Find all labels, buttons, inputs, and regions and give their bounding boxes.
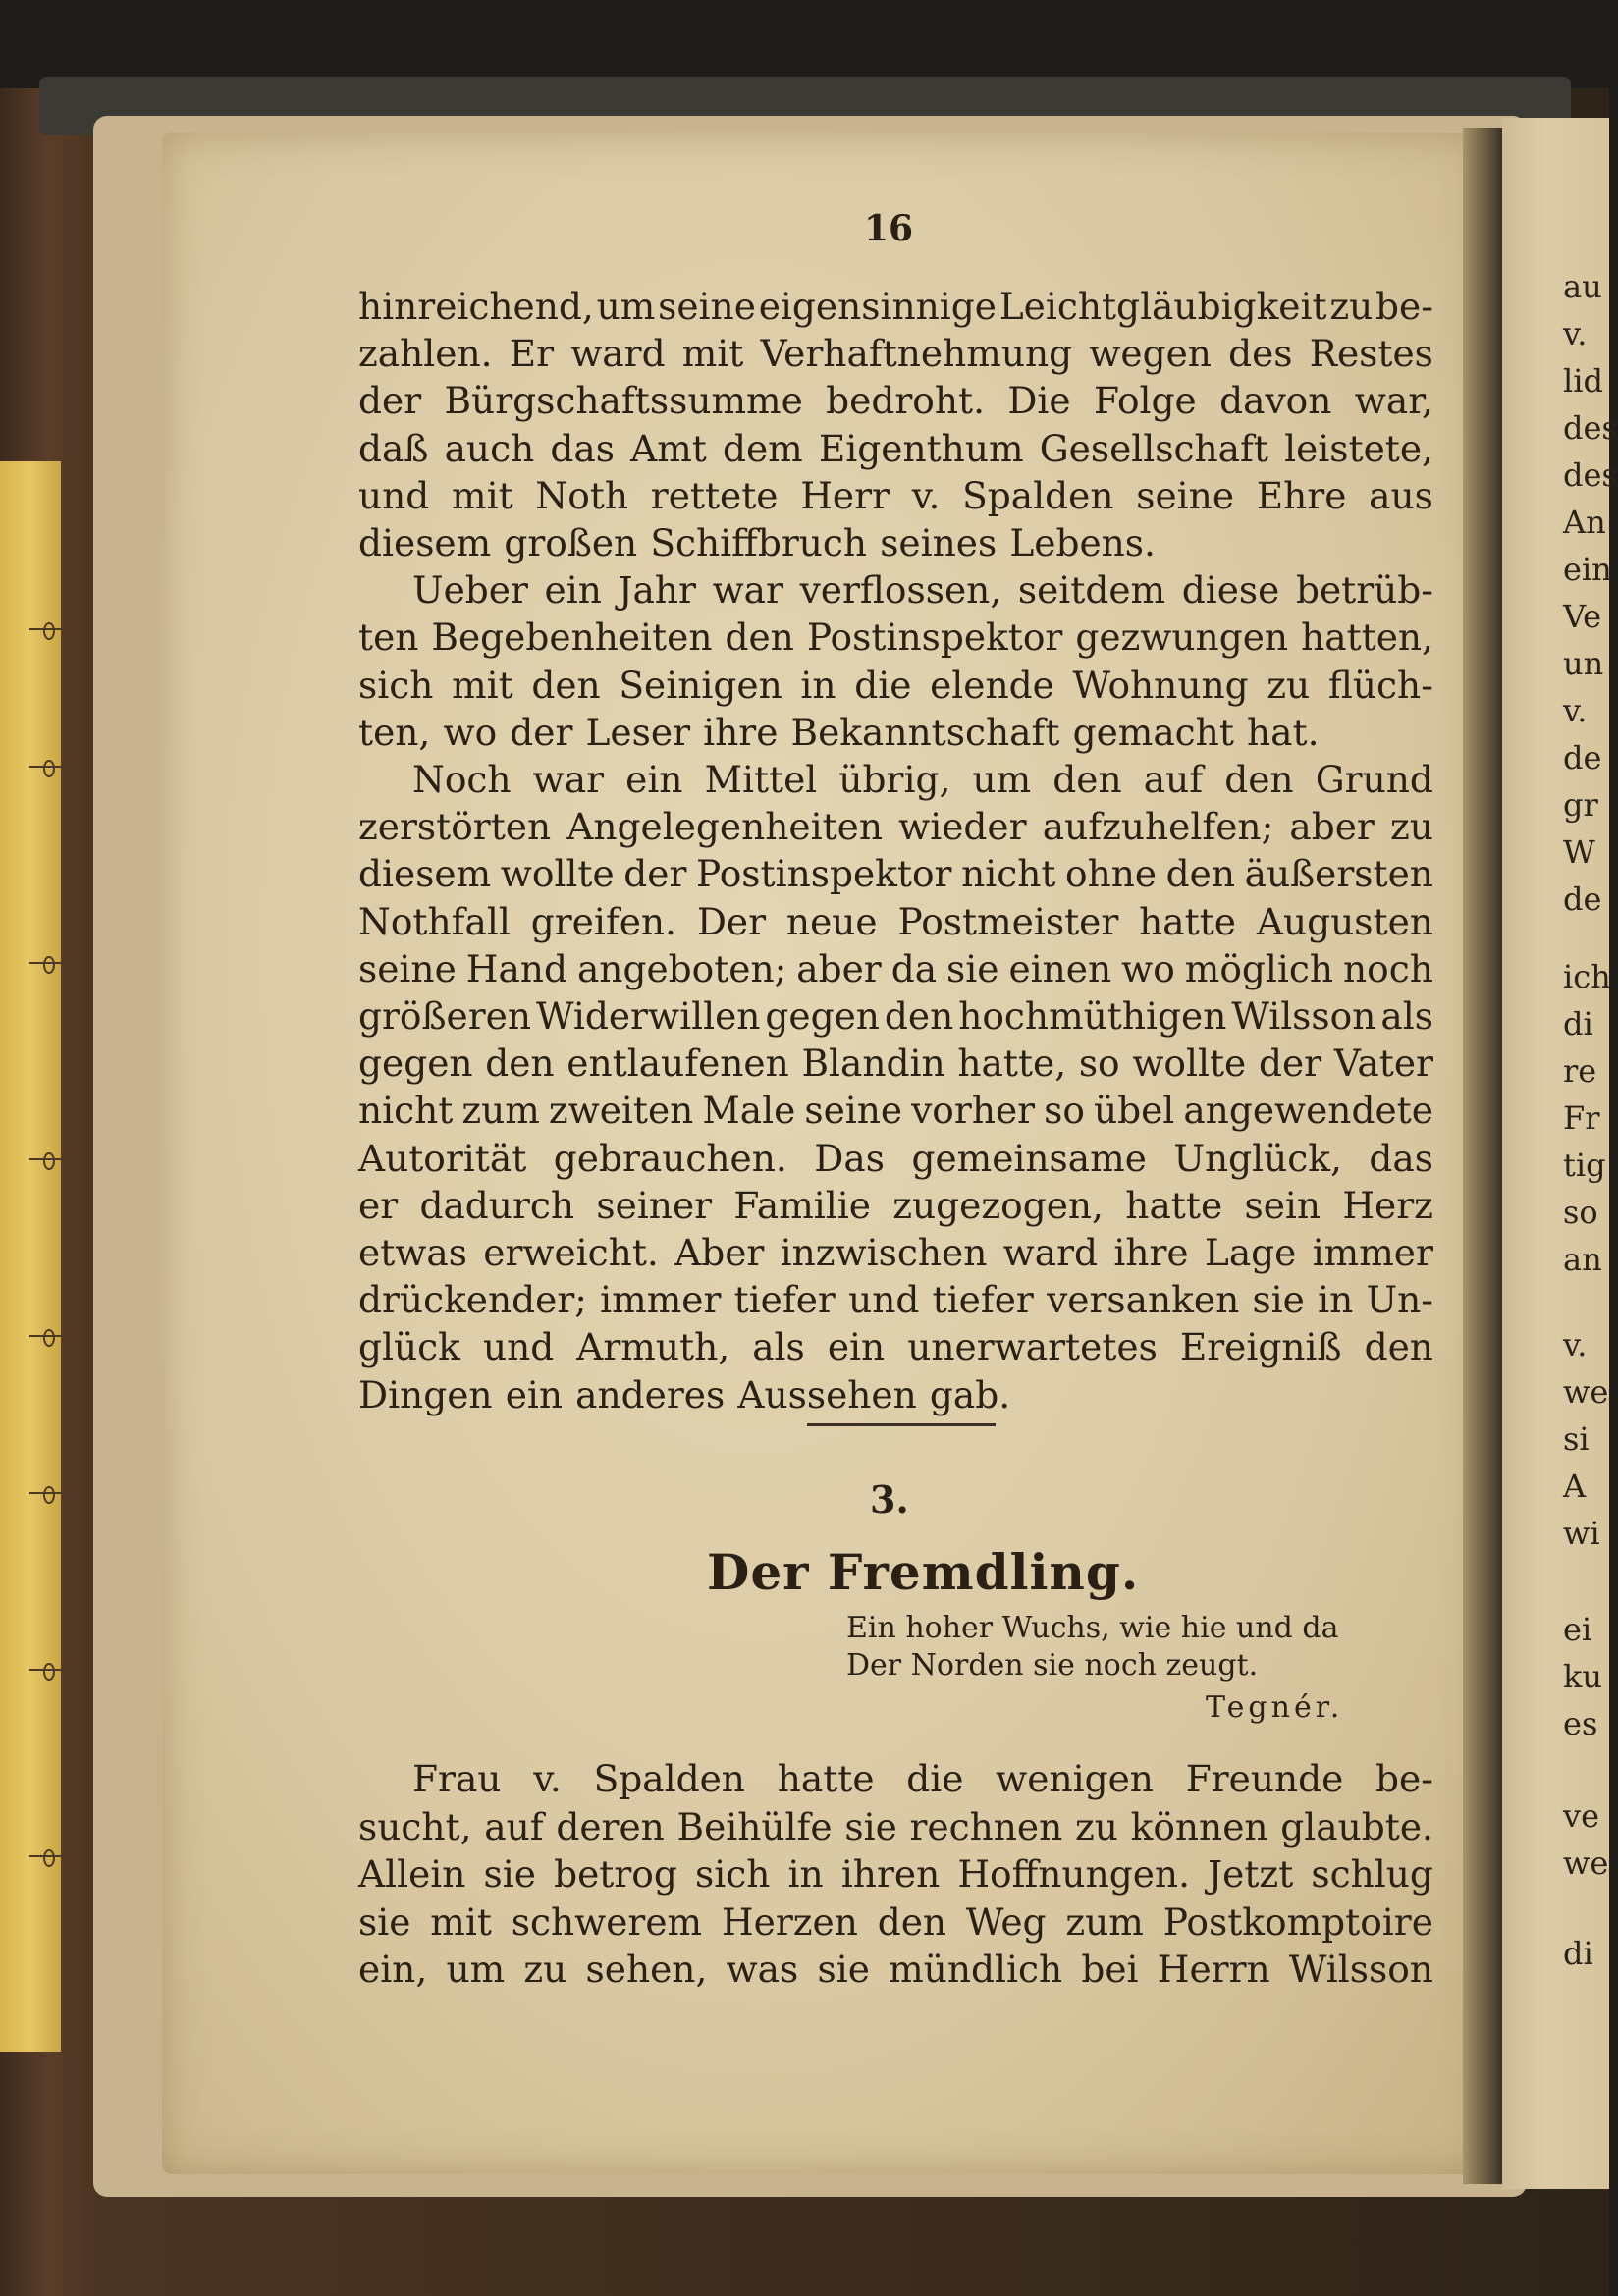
facing-page-fragment: v. — [1563, 315, 1588, 352]
text-line: Autorität gebrauchen. Das gemeinsame Unglück, das — [358, 1136, 1433, 1180]
text-line: diesem großen Schiffbruch seines Lebens. — [358, 521, 1156, 564]
facing-page-fragment: de — [1563, 881, 1602, 918]
facing-page-fragment: ve — [1563, 1797, 1600, 1835]
facing-page-fragment: we — [1563, 1373, 1609, 1411]
facing-page-fragment: au — [1563, 268, 1602, 305]
book-spine-edge — [0, 461, 61, 2052]
text-line: zahlen. Er ward mit Verhaftnehmung wegen des Restes — [358, 332, 1433, 376]
text-line: Frau v. Spalden hatte die wenigen Freunde be- — [412, 1757, 1433, 1800]
text-line: und mit Noth rettete Herr v. Spalden seine Ehre aus — [358, 473, 1433, 517]
chapter-title: Der Fremdling. — [707, 1543, 1140, 1601]
text-line: nicht zum zweiten Male seine vorher so übel angewendete — [358, 1089, 1433, 1133]
stitch-mark — [29, 1492, 65, 1494]
stitch-mark — [29, 1158, 65, 1160]
facing-page-fragment: un — [1563, 645, 1604, 682]
text-line: seine Hand angeboten; aber da sie einen wo möglich noch — [358, 946, 1433, 990]
stitch-mark — [29, 962, 65, 964]
facing-page-fragment: an — [1563, 1241, 1602, 1278]
text-line: sucht, auf deren Beihülfe sie rechnen zu können glaubte. — [358, 1804, 1433, 1848]
page-number: 16 — [864, 208, 914, 249]
text-line: Allein sie betrog sich in ihren Hoffnungen. Jetzt schlug — [358, 1852, 1433, 1896]
text-line: drückender; immer tiefer und tiefer versanken sie in Un- — [358, 1278, 1433, 1322]
facing-page-fragment: es — [1563, 1705, 1598, 1742]
facing-page-fragment: v. — [1563, 1326, 1588, 1363]
facing-page-fragment: re — [1563, 1052, 1597, 1090]
text-line: sie mit schwerem Herzen den Weg zum Postkomptoire — [358, 1899, 1433, 1944]
text-line: zerstörten Angelegenheiten wieder aufzuhelfen; aber zu — [358, 805, 1433, 849]
facing-page-fragment: di — [1563, 1005, 1593, 1042]
text-line: Ueber ein Jahr war verflossen, seitdem diese betrüb- — [412, 568, 1433, 613]
text-line: gegen den entlaufenen Blandin hatte, so wollte der Vater — [358, 1041, 1433, 1086]
facing-page-fragment: An — [1563, 504, 1606, 541]
facing-page-fragment: di — [1563, 1935, 1593, 1972]
facing-page-fragment: v. — [1563, 692, 1588, 729]
stitch-mark — [29, 1669, 65, 1671]
stitch-mark — [29, 766, 65, 768]
text-line: Dingen ein anderes Aussehen gab. — [358, 1372, 1011, 1416]
text-line: ten, wo der Leser ihre Bekanntschaft gemacht hat. — [358, 710, 1320, 754]
text-line: der Bürgschaftssumme bedroht. Die Folge davon war, — [358, 379, 1433, 423]
facing-page-fragment: ich — [1563, 958, 1611, 995]
epigraph-line: Der Norden sie noch zeugt. — [846, 1648, 1259, 1682]
facing-page-fragment: ei — [1563, 1611, 1592, 1648]
facing-page-fragment: ku — [1563, 1658, 1602, 1695]
text-line: etwas erweicht. Aber inzwischen ward ihre Lage immer — [358, 1231, 1433, 1274]
facing-page-fragment: gr — [1563, 786, 1598, 824]
facing-page-fragment: des — [1563, 409, 1618, 447]
facing-page-fragment: A — [1563, 1468, 1587, 1505]
page-gutter — [1463, 128, 1502, 2184]
facing-page-fragment: ein — [1563, 551, 1612, 588]
stitch-mark — [29, 1855, 65, 1857]
facing-page-fragment: so — [1563, 1194, 1598, 1231]
facing-page-fragment: Fr — [1563, 1099, 1600, 1137]
facing-page-fragment: tig — [1563, 1147, 1606, 1184]
epigraph-author: Tegnér. — [1206, 1690, 1344, 1725]
facing-page-fragment: des — [1563, 456, 1618, 494]
text-line: Noch war ein Mittel übrig, um den auf den Grund — [412, 758, 1433, 801]
stitch-mark — [29, 1335, 65, 1337]
text-line: diesem wollte der Postinspektor nicht ohne den äußersten — [358, 852, 1433, 896]
text-line: hinreichend, um seine eigensinnige Leichtgläubigkeit zu be- — [358, 285, 1433, 328]
text-line: glück und Armuth, als ein unerwartetes Ereigniß den — [358, 1325, 1433, 1369]
facing-page-fragment: Ve — [1563, 598, 1602, 635]
text-line: größeren Widerwillen gegen den hochmüthigen Wilsson als — [358, 994, 1433, 1038]
text-line: er dadurch seiner Familie zugezogen, hatte sein Herz — [358, 1183, 1433, 1227]
facing-page-fragment: W — [1563, 833, 1595, 871]
facing-page-fragment: de — [1563, 739, 1602, 776]
chapter-number: 3. — [870, 1477, 909, 1522]
section-divider — [807, 1423, 996, 1426]
text-line: ein, um zu sehen, was sie mündlich bei Herrn Wilsson — [358, 1948, 1433, 1991]
stitch-mark — [29, 628, 65, 630]
epigraph-line: Ein hoher Wuchs, wie hie und da — [846, 1611, 1339, 1645]
facing-page-fragment: lid — [1563, 362, 1603, 400]
text-line: daß auch das Amt dem Eigenthum Gesellschaft leistete, — [358, 426, 1433, 470]
facing-page-fragment: wi — [1563, 1515, 1600, 1552]
text-line: Nothfall greifen. Der neue Postmeister hatte Augusten — [358, 899, 1433, 943]
facing-page-fragment: si — [1563, 1420, 1590, 1458]
text-line: ten Begebenheiten den Postinspektor gezwungen hatten, — [358, 615, 1433, 660]
text-line: sich mit den Seinigen in die elende Wohnung zu flüch- — [358, 663, 1433, 707]
facing-page-fragment: we — [1563, 1844, 1609, 1882]
